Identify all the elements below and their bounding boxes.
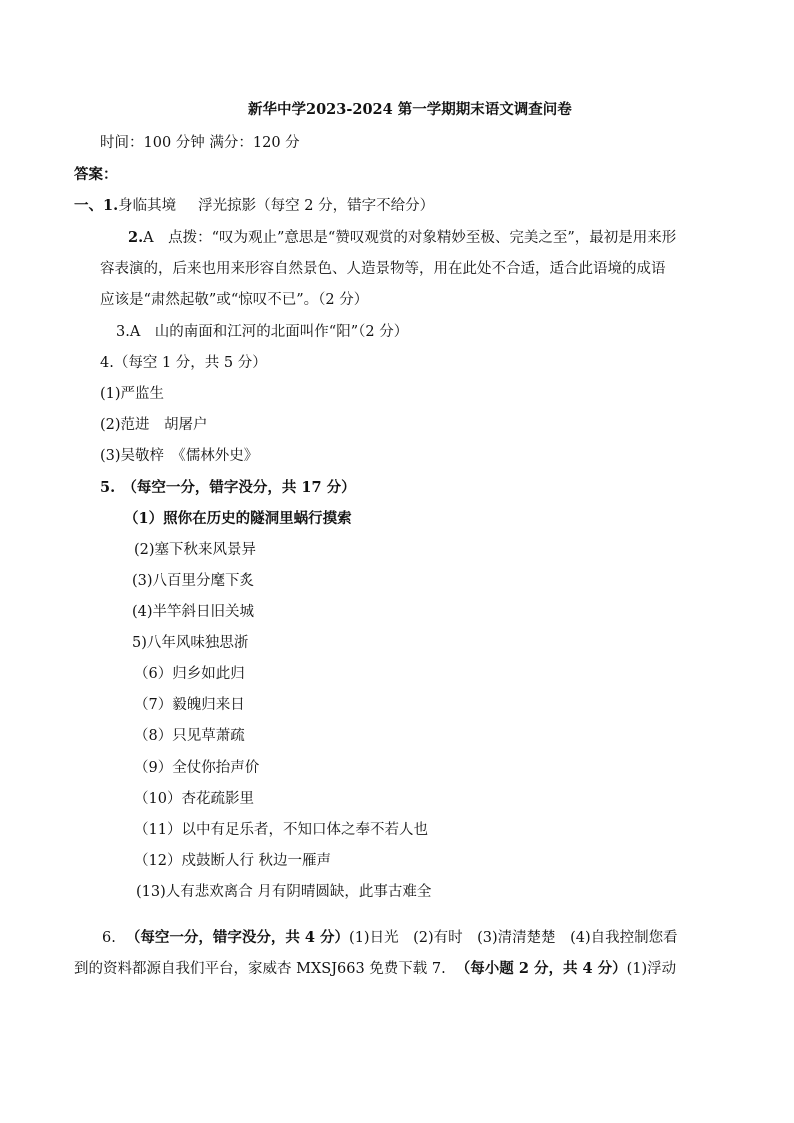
q4-item: (1)严监生	[100, 386, 165, 402]
q5-item: （8）只见草萧疏	[134, 728, 245, 744]
q5-item: (4)半竿斜日旧关城	[132, 604, 255, 620]
q1-answer-1: 身临其境	[118, 198, 177, 214]
page-title: 新华中学2023-2024 第一学期期末语文调查问卷	[248, 101, 572, 118]
answers-label: 答案：	[74, 166, 118, 183]
q5-item: （9）全仗你抬声价	[134, 760, 260, 776]
q1-line	[74, 196, 434, 216]
q6-line-1	[102, 928, 678, 948]
q6-answers: (1)日光 (2)有时 (3)清清楚楚 (4)自我控制您看	[349, 930, 678, 946]
q4-header: 4.（每空 1 分，共 5 分）	[100, 355, 267, 371]
q5-item: (3)八百里分麾下炙	[132, 573, 255, 589]
q7-header: （每小题 2 分，共 4 分）	[455, 960, 627, 977]
q4-item: (3)吴敬梓 《儒林外史》	[100, 448, 259, 464]
q2-number: 2.	[128, 229, 144, 246]
q5-item: (2)塞下秋来风景异	[134, 542, 257, 558]
q5-item: （1）照你在历史的隧洞里蜗行摸索	[124, 510, 352, 527]
q1-prefix: 一、1.	[74, 197, 119, 214]
q5-item: （7）毅魄归来日	[134, 697, 245, 713]
q6-header: （每空一分，错字没分，共 4 分）	[125, 929, 350, 946]
q2-line-1: 2.A 点拨：“叹为观止”意思是“赞叹观赏的对象精妙至极、完美之至”，最初是用来形	[128, 229, 677, 246]
q5-item: （6）归乡如此归	[134, 666, 245, 682]
q5-item: （10）杏花疏影里	[134, 791, 254, 807]
exam-meta: 时间：100 分钟 满分：120 分	[100, 135, 300, 151]
q5-item: (13)人有悲欢离合 月有阴晴圆缺，此事古难全	[136, 884, 432, 900]
q5-item: （12）戍鼓断人行 秋边一雁声	[134, 853, 332, 869]
q7-start: (1)浮动	[626, 961, 677, 977]
q2-line-3: 应该是“肃然起敬”或“惊叹不已”。（2 分）	[100, 292, 369, 308]
q5-header: 5. （每空一分，错字没分，共 17 分）	[100, 479, 356, 496]
q5-item: 5)八年风味独思浙	[132, 635, 249, 651]
q6-line-2: 到的资料都源自我们平台，家威杏 MXSJ663 免费下载 7. （每小题 2 分，共 4 分）(1)浮动	[74, 960, 677, 977]
q4-item: (2)范进 胡屠户	[100, 417, 208, 433]
q1-answer-2: 浮光掠影（每空 2 分，错字不给分）	[198, 198, 435, 214]
q2-line-2: 容表演的，后来也用来形容自然景色、人造景物等，用在此处不合适，适合此语境的成语	[100, 261, 666, 277]
q5-item: （11）以中有足乐者，不知口体之奉不若人也	[134, 822, 428, 838]
q6-number: 6.	[102, 930, 116, 946]
q3-line: 3.A 山的南面和江河的北面叫作“阳”（2 分）	[116, 324, 409, 340]
